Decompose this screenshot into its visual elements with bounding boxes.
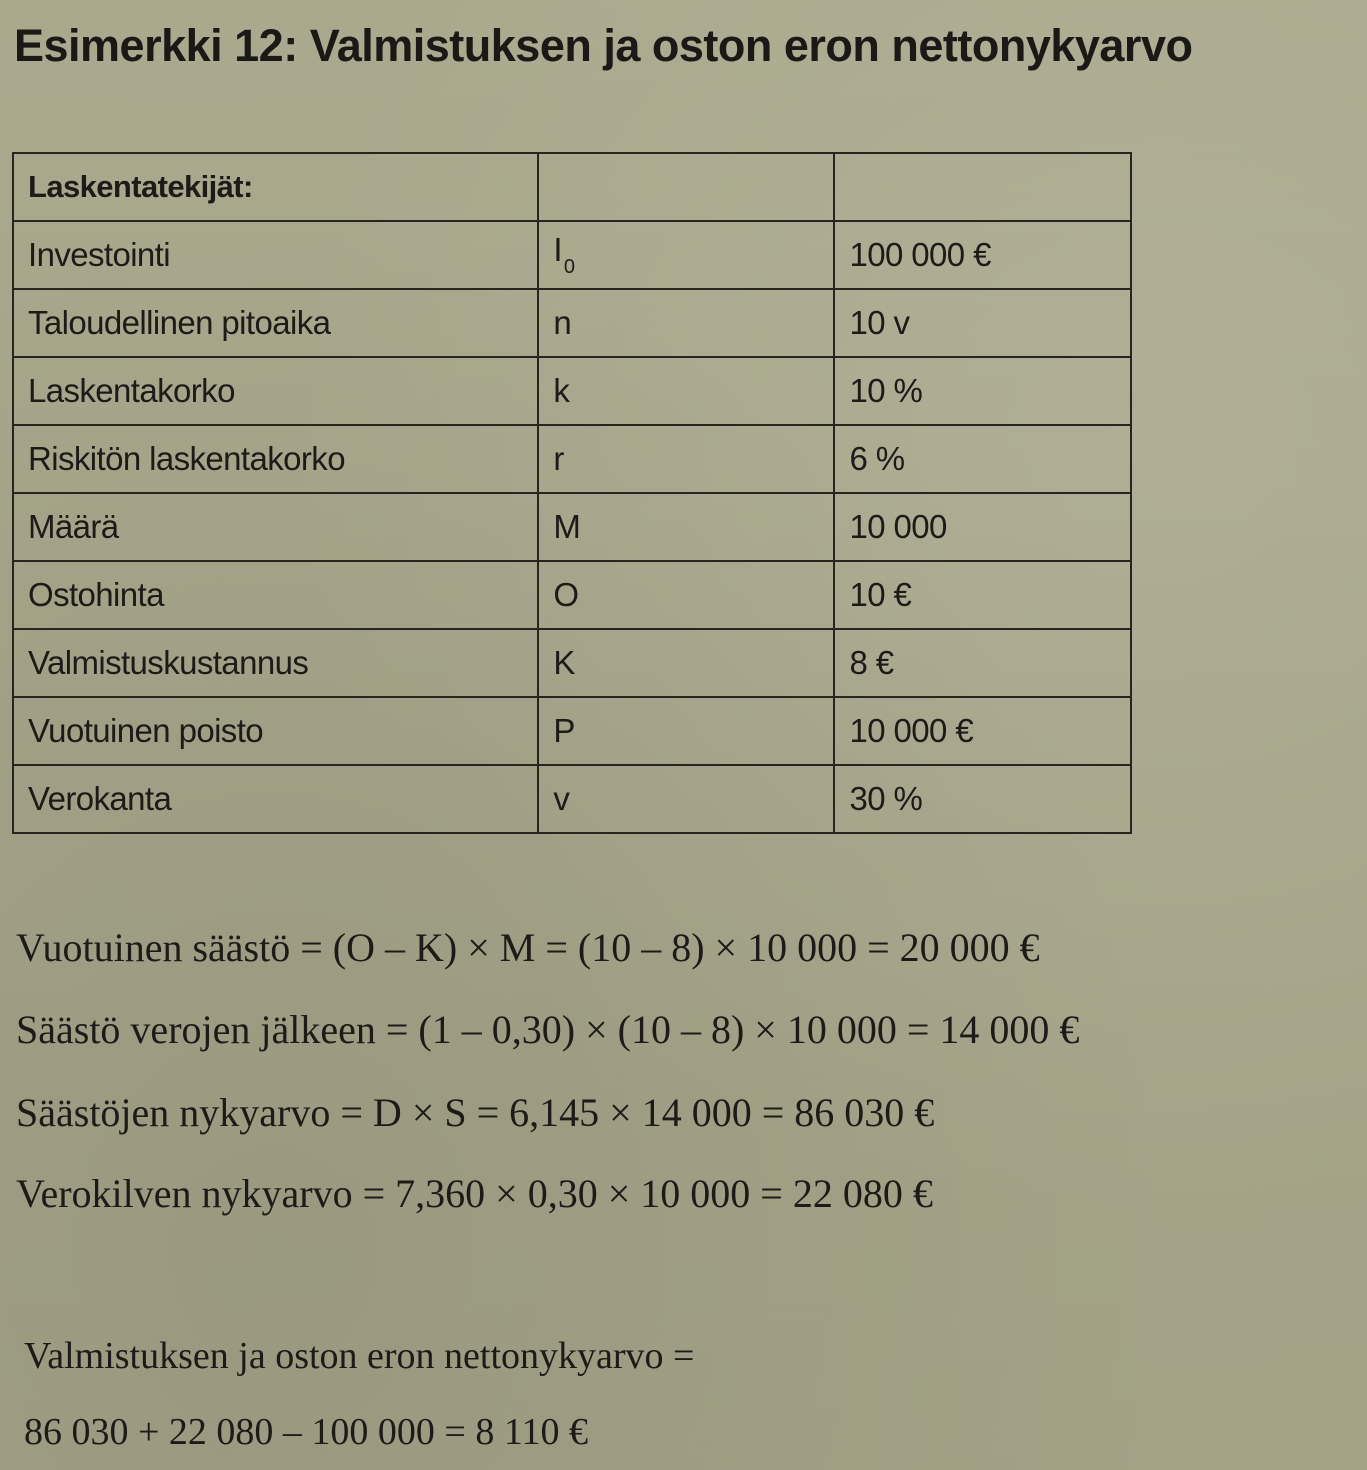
- table-header-row: [13, 153, 1131, 221]
- table-row: [13, 289, 1131, 357]
- factor-value: 30 %: [834, 765, 1131, 833]
- factor-symbol: [538, 697, 834, 765]
- table-row: [13, 765, 1131, 833]
- factor-value: 100 000 €: [834, 221, 1131, 289]
- after-tax-saving-formula: Säästö verojen jälkeen = (1 – 0,30) × (10 – 8) × 10 000 = 14 000 €: [16, 1007, 1080, 1052]
- npv-result-label: Valmistuksen ja oston eron nettonykyarvo =: [24, 1335, 695, 1377]
- factor-symbol: [538, 629, 834, 697]
- factor-symbol: [538, 221, 834, 289]
- factor-label: Valmistuskustannus: [13, 629, 538, 697]
- factor-value: 10 000: [834, 493, 1131, 561]
- factor-symbol: [538, 765, 834, 833]
- calculation-factors-table: [12, 152, 1132, 834]
- factor-label: Ostohinta: [13, 561, 538, 629]
- factor-label: Määrä: [13, 493, 538, 561]
- example-title: Esimerkki 12: Valmistuksen ja oston eron nettonykyarvo: [14, 20, 1193, 71]
- factor-symbol: [538, 357, 834, 425]
- factor-label: Taloudellinen pitoaika: [13, 289, 538, 357]
- factor-symbol: [538, 561, 834, 629]
- table-row: [13, 221, 1131, 289]
- header-cell-factors: Laskentatekijät:: [13, 153, 538, 221]
- table-row: [13, 697, 1131, 765]
- factor-symbol-text: M: [553, 508, 581, 545]
- header-cell-value: [834, 153, 1131, 221]
- header-cell-symbol: [538, 153, 834, 221]
- tax-shield-present-value-formula: Verokilven nykyarvo = 7,360 × 0,30 × 10 000 = 22 080 €: [16, 1171, 933, 1216]
- factor-value: 8 €: [834, 629, 1131, 697]
- factor-symbol-text: v: [553, 780, 570, 817]
- npv-result-value: 86 030 + 22 080 – 100 000 = 8 110 €: [24, 1411, 588, 1453]
- annual-saving-formula: Vuotuinen säästö = (O – K) × M = (10 – 8) × 10 000 = 20 000 €: [16, 925, 1040, 970]
- table-row: [13, 425, 1131, 493]
- factor-value: 10 v: [834, 289, 1131, 357]
- factor-label: Investointi: [13, 221, 538, 289]
- table-row: [13, 357, 1131, 425]
- factor-symbol-subscript: 0: [563, 256, 575, 278]
- table-row: [13, 629, 1131, 697]
- factor-value: 6 %: [834, 425, 1131, 493]
- factor-symbol-text: K: [553, 644, 575, 681]
- factor-label: Riskitön laskentakorko: [13, 425, 538, 493]
- savings-present-value-formula: Säästöjen nykyarvo = D × S = 6,145 × 14 000 = 86 030 €: [16, 1090, 935, 1135]
- factor-symbol-text: n: [553, 304, 572, 341]
- factor-value: 10 000 €: [834, 697, 1131, 765]
- factor-symbol: [538, 493, 834, 561]
- factor-symbol-text: P: [553, 712, 575, 749]
- table-row: [13, 561, 1131, 629]
- factor-symbol: [538, 289, 834, 357]
- factor-label: Laskentakorko: [13, 357, 538, 425]
- factor-symbol-text: O: [553, 576, 579, 613]
- factor-value: 10 €: [834, 561, 1131, 629]
- factor-label: Vuotuinen poisto: [13, 697, 538, 765]
- factor-symbol-text: r: [553, 440, 564, 477]
- factor-symbol-text: I: [553, 231, 562, 268]
- factor-symbol-text: k: [553, 372, 570, 409]
- table-row: [13, 493, 1131, 561]
- factor-label: Verokanta: [13, 765, 538, 833]
- factor-value: 10 %: [834, 357, 1131, 425]
- factor-symbol: [538, 425, 834, 493]
